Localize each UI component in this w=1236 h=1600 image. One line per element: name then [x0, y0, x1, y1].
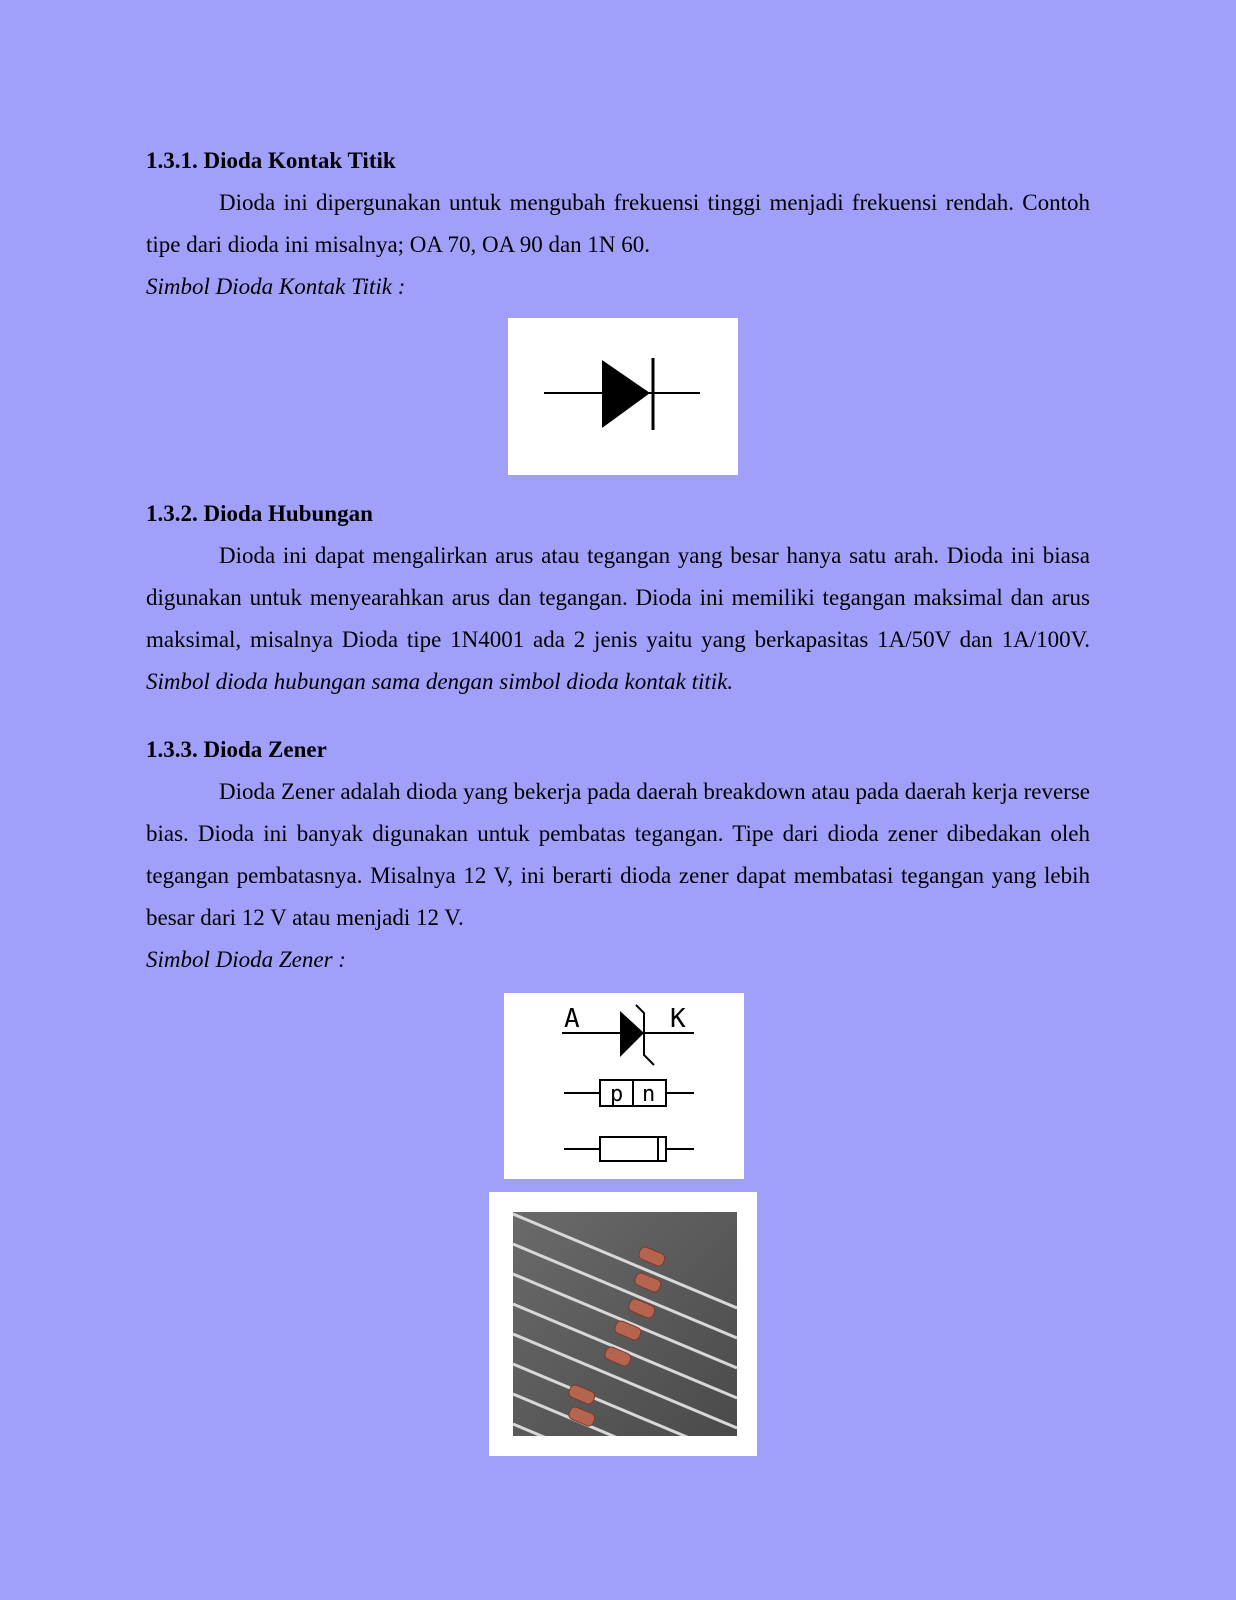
section-paragraph-dioda-hubungan	[146, 535, 1090, 703]
zener-symbol-figure	[504, 993, 744, 1179]
section-paragraph-dioda-kontak-titik: Dioda ini dipergunakan untuk mengubah frekuensi tinggi menjadi frekuensi rendah. Contoh tipe dari dioda ini misalnya; OA 70, OA 90 dan 1N 60.	[146, 190, 1090, 257]
zener-symbol-icon	[504, 993, 744, 1179]
diode-symbol-figure	[508, 318, 738, 475]
zener-diodes-photo	[489, 1192, 757, 1456]
section-heading-dioda-hubungan: 1.3.2. Dioda Hubungan	[146, 501, 373, 526]
diode-symbol-icon	[508, 318, 738, 475]
paragraph-italic-note: Simbol dioda hubungan sama dengan simbol dioda kontak titik.	[146, 669, 734, 694]
zener-diodes-photo-image	[489, 1192, 757, 1456]
symbol-caption-dioda-kontak-titik: Simbol Dioda Kontak Titik :	[146, 274, 406, 299]
symbol-caption-dioda-zener: Simbol Dioda Zener :	[146, 947, 346, 972]
section-heading-dioda-kontak-titik: 1.3.1. Dioda Kontak Titik	[146, 148, 396, 173]
p-region-label: p	[610, 1082, 624, 1107]
section-paragraph-dioda-zener: Dioda Zener adalah dioda yang bekerja pada daerah breakdown atau pada daerah kerja reverse bias. Dioda ini banyak digunakan untuk pembatas tegangan. Tipe dari dioda zener dibedakan oleh tegangan pembatasnya. Misalnya 12 V, ini berarti dioda zener dapat membatasi tegangan yang lebih besar dari 12 V atau menjadi 12 V.	[146, 779, 1090, 930]
cathode-label: K	[670, 1004, 686, 1034]
section-heading-dioda-zener: 1.3.3. Dioda Zener	[146, 737, 327, 762]
document-page	[146, 140, 1090, 1456]
n-region-label: n	[642, 1082, 656, 1107]
anode-label: A	[564, 1004, 580, 1034]
paragraph-text: Dioda ini dapat mengalirkan arus atau tegangan yang besar hanya satu arah. Dioda ini biasa digunakan untuk menyearahkan arus dan tegangan. Dioda ini memiliki tegangan maksimal dan arus maksimal, misalnya Dioda tipe 1N4001 ada 2 jenis yaitu yang berkapasitas 1A/50V dan 1A/100V.	[146, 543, 1090, 652]
